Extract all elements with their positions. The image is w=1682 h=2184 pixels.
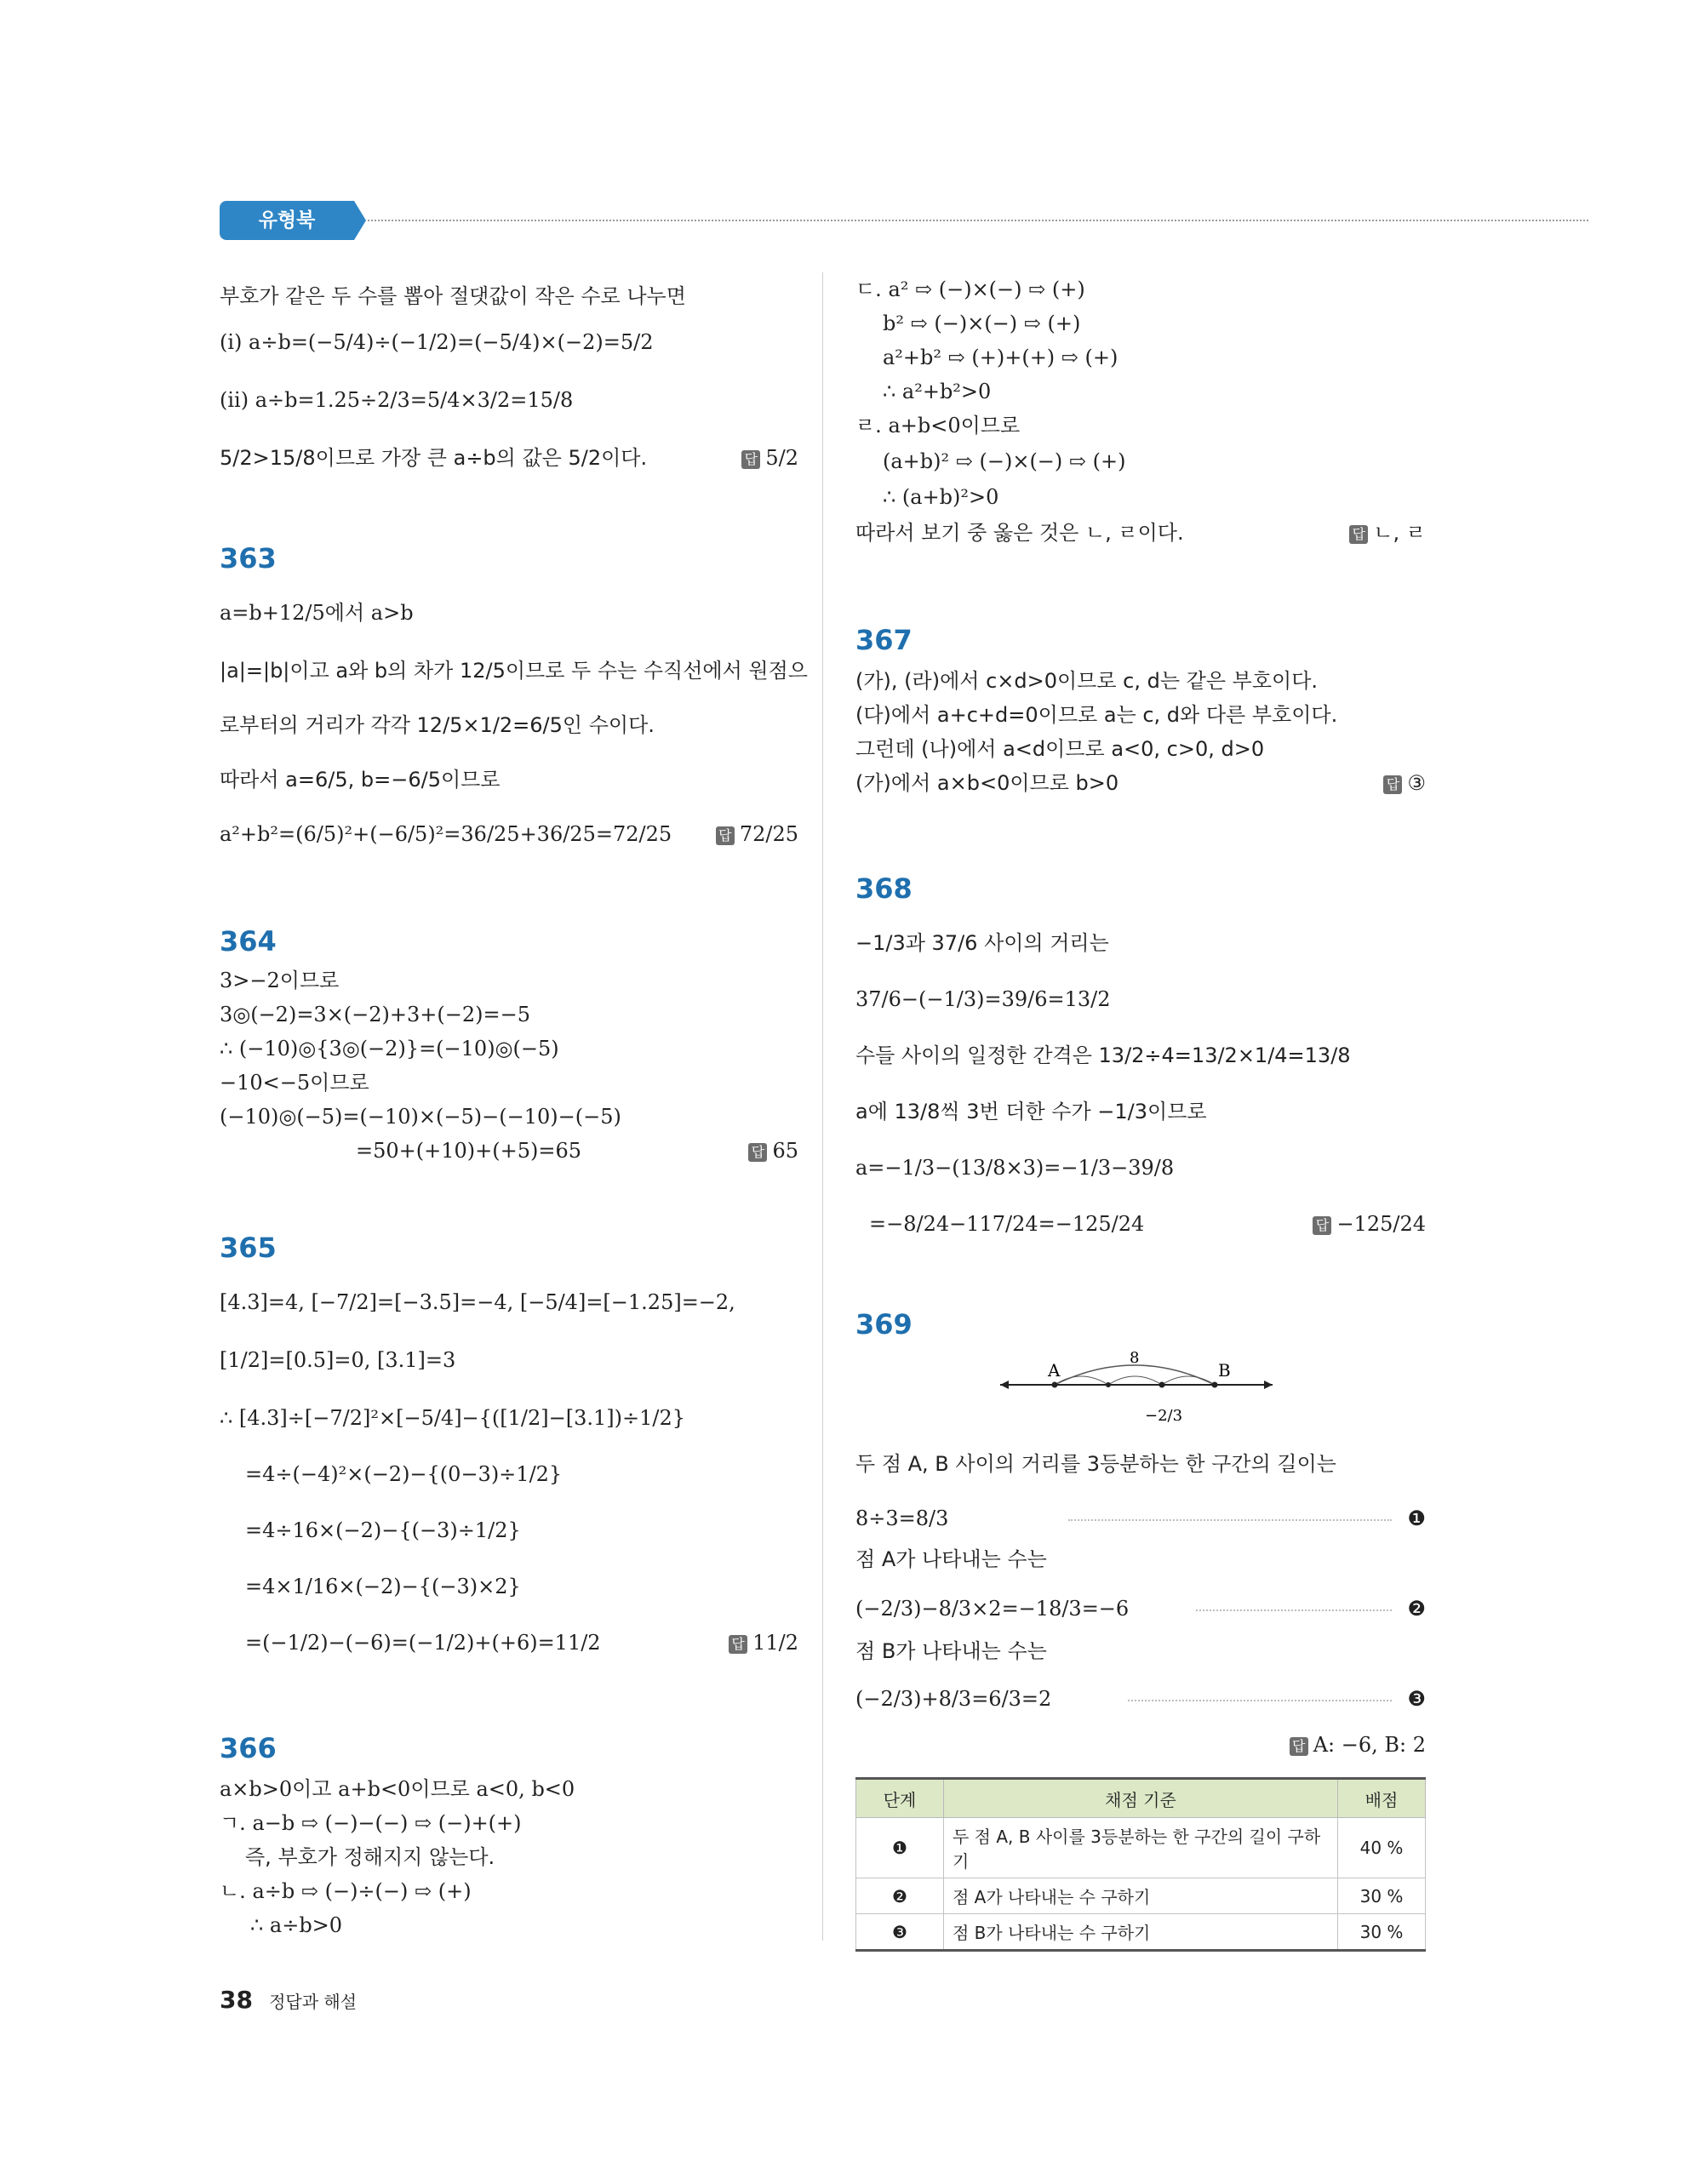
- label-b: B: [1218, 1360, 1231, 1381]
- label-a: A: [1048, 1360, 1061, 1381]
- p362-line4: 5/2>15/8이므로 가장 큰 a÷b의 값은 5/2이다. 답 5/2: [220, 446, 798, 470]
- axis-right-arrow: [1264, 1381, 1273, 1389]
- p367-line1: (가), (라)에서 c×d>0이므로 c, d는 같은 부호이다.: [855, 669, 1319, 693]
- p369-line4: (−2/3)−8/3×2=−18/3=−6 ❷: [855, 1597, 1426, 1621]
- p365-answer: 답 11/2: [729, 1630, 798, 1655]
- problem-369-number: 369: [855, 1308, 913, 1341]
- problem-368-number: 368: [855, 872, 913, 905]
- p368-line4: a에 13/8씩 3번 더한 수가 −1/3이므로: [855, 1100, 1207, 1123]
- p369-line3: 점 A가 나타내는 수는: [855, 1547, 1047, 1571]
- row-criterion: 두 점 A, B 사이를 3등분하는 한 구간의 길이 구하기: [944, 1818, 1338, 1878]
- col-score-header: 배점: [1338, 1779, 1426, 1818]
- p365-line3: ∴ [4.3]÷[−7/2]²×[−5/4]−{([1/2]−[3.1])÷1/2}: [220, 1406, 686, 1430]
- point-b: [1212, 1382, 1218, 1388]
- p366b-line4: ∴ a²+b²>0: [883, 380, 992, 403]
- row-score: 30 %: [1338, 1878, 1426, 1914]
- problem-364-number: 364: [220, 925, 277, 958]
- row-score: 30 %: [1338, 1914, 1426, 1951]
- arc-segment-3: [1162, 1376, 1215, 1385]
- p366b-line3: a²+b² ⇨ (+)+(+) ⇨ (+): [883, 346, 1118, 369]
- p362-line1: 부호가 같은 두 수를 뽑아 절댓값이 작은 수로 나누면: [220, 284, 686, 308]
- p369-line2: 8÷3=8/3 ❶: [855, 1507, 1426, 1530]
- p363-answer: 답 72/25: [716, 821, 798, 847]
- problem-363-number: 363: [220, 542, 277, 575]
- col-criterion-header: 채점 기준: [944, 1779, 1338, 1818]
- problem-365-number: 365: [220, 1232, 277, 1264]
- problem-367-number: 367: [855, 624, 913, 656]
- header-dotted-rule: [368, 220, 1588, 221]
- row-step: ❷: [856, 1878, 944, 1914]
- p363-line5: a²+b²=(6/5)²+(−6/5)²=36/25+36/25=72/25 답 72/25: [220, 822, 798, 846]
- grading-table: [855, 1777, 1426, 1952]
- p363-line1: a=b+12/5에서 a>b: [220, 601, 414, 625]
- p364-answer: 답 65: [748, 1138, 798, 1163]
- p369-line5: 점 B가 나타내는 수는: [855, 1639, 1047, 1663]
- p366-line4: ㄴ. a÷b ⇨ (−)÷(−) ⇨ (+): [220, 1879, 472, 1903]
- section-tab: 유형북: [220, 201, 354, 240]
- p368-line1: −1/3과 37/6 사이의 거리는: [855, 931, 1109, 955]
- answer-badge: 답: [748, 1143, 767, 1162]
- p362-line2: (i) a÷b=(−5/4)÷(−1/2)=(−5/4)×(−2)=5/2: [220, 330, 654, 354]
- axis-left-arrow: [1000, 1381, 1009, 1389]
- step-marker-1: ❶: [1407, 1507, 1426, 1530]
- point-a: [1052, 1382, 1058, 1388]
- p366-answer: 답 ㄴ, ㄹ: [1349, 520, 1426, 546]
- p369-line6: (−2/3)+8/3=6/3=2 ❸: [855, 1687, 1426, 1711]
- p367-line4: (가)에서 a×b<0이므로 b>0 답 ③: [855, 771, 1426, 795]
- p366-line2: ㄱ. a−b ⇨ (−)−(−) ⇨ (−)+(+): [220, 1811, 522, 1835]
- p366b-line8: 따라서 보기 중 옳은 것은 ㄴ, ㄹ이다. 답 ㄴ, ㄹ: [855, 521, 1426, 545]
- p365-line5: =4÷16×(−2)−{(−3)÷1/2}: [245, 1518, 521, 1542]
- p369-line1: 두 점 A, B 사이의 거리를 3등분하는 한 구간의 길이는: [855, 1452, 1336, 1476]
- dotted-leader-1: [1068, 1519, 1392, 1521]
- p369-answer: 답 A: −6, B: 2: [1290, 1732, 1426, 1758]
- p368-line2: 37/6−(−1/3)=39/6=13/2: [855, 987, 1111, 1011]
- page-number: 38: [220, 1986, 253, 2014]
- grading-table-header: [856, 1779, 1426, 1818]
- row-step: ❶: [856, 1818, 944, 1878]
- label-minus-two-thirds: −2/3: [1145, 1407, 1183, 1425]
- p366b-line2: b² ⇨ (−)×(−) ⇨ (+): [883, 312, 1081, 335]
- table-row: [856, 1818, 1426, 1878]
- label-8: 8: [1130, 1351, 1140, 1367]
- dotted-leader-2: [1196, 1609, 1392, 1611]
- p365-line7: =(−1/2)−(−6)=(−1/2)+(+6)=11/2 답 11/2: [245, 1631, 798, 1655]
- arc-ab: [1055, 1365, 1215, 1385]
- p367-line2: (다)에서 a+c+d=0이므로 a는 c, d와 다른 부호이다.: [855, 703, 1338, 727]
- answer-badge: 답: [1313, 1216, 1331, 1235]
- p364-line3: ∴ (−10)◎{3◎(−2)}=(−10)◎(−5): [220, 1037, 559, 1061]
- p365-line1: [4.3]=4, [−7/2]=[−3.5]=−4, [−5/4]=[−1.25]=−2,: [220, 1290, 735, 1314]
- p363-line4: 따라서 a=6/5, b=−6/5이므로: [220, 768, 501, 792]
- p362-line3: (ii) a÷b=1.25÷2/3=5/4×3/2=15/8: [220, 388, 574, 412]
- answer-badge: 답: [716, 826, 735, 845]
- p366b-line6: (a+b)² ⇨ (−)×(−) ⇨ (+): [883, 449, 1126, 473]
- row-criterion: 점 B가 나타내는 수 구하기: [944, 1914, 1338, 1951]
- p365-line4: =4÷(−4)²×(−2)−{(0−3)÷1/2}: [245, 1462, 563, 1486]
- p368-answer: 답 −125/24: [1313, 1211, 1426, 1237]
- footer-title: 정답과 해설: [269, 1992, 358, 2012]
- p364-line2: 3◎(−2)=3×(−2)+3+(−2)=−5: [220, 1003, 530, 1026]
- page-footer: [220, 1986, 357, 2014]
- column-divider: [822, 272, 823, 1941]
- p366-line5: ∴ a÷b>0: [250, 1913, 343, 1937]
- p368-line6: =−8/24−117/24=−125/24 답 −125/24: [869, 1212, 1426, 1236]
- answer-badge: 답: [1383, 775, 1402, 794]
- p366b-line7: ∴ (a+b)²>0: [883, 485, 999, 509]
- p368-line5: a=−1/3−(13/8×3)=−1/3−39/8: [855, 1156, 1175, 1180]
- p364-line5: (−10)◎(−5)=(−10)×(−5)−(−10)−(−5): [220, 1105, 621, 1129]
- col-step-header: 단계: [856, 1779, 944, 1818]
- p365-line6: =4×1/16×(−2)−{(−3)×2}: [245, 1575, 521, 1598]
- point-minus-two-thirds: [1159, 1382, 1165, 1388]
- p368-line3: 수들 사이의 일정한 간격은 13/2÷4=13/2×1/4=13/8: [855, 1043, 1351, 1067]
- answer-badge: 답: [1290, 1737, 1308, 1756]
- p366-line1: a×b>0이고 a+b<0이므로 a<0, b<0: [220, 1777, 575, 1801]
- p366b-line5: ㄹ. a+b<0이므로: [855, 414, 1021, 437]
- p367-line3: 그런데 (나)에서 a<d이므로 a<0, c>0, d>0: [855, 737, 1265, 761]
- p366b-line1: ㄷ. a² ⇨ (−)×(−) ⇨ (+): [855, 277, 1085, 301]
- number-line-figure: [1000, 1351, 1290, 1436]
- p367-answer: 답 ③: [1383, 770, 1426, 796]
- table-row: [856, 1914, 1426, 1951]
- p364-line4: −10<−5이므로: [220, 1071, 369, 1095]
- p363-line2: |a|=|b|이고 a와 b의 차가 12/5이므로 두 수는 수직선에서 원점으: [220, 659, 808, 683]
- dotted-leader-3: [1128, 1700, 1392, 1701]
- answer-badge: 답: [1349, 525, 1368, 544]
- p366-line3: 즉, 부호가 정해지지 않는다.: [245, 1845, 495, 1869]
- point-mid1: [1106, 1382, 1111, 1387]
- step-marker-3: ❸: [1407, 1687, 1426, 1711]
- table-row: [856, 1878, 1426, 1914]
- p365-line2: [1/2]=[0.5]=0, [3.1]=3: [220, 1348, 456, 1372]
- problem-366-number: 366: [220, 1732, 277, 1764]
- answer-badge: 답: [729, 1635, 747, 1654]
- answer-badge: 답: [741, 450, 760, 469]
- row-score: 40 %: [1338, 1818, 1426, 1878]
- arc-segment-2: [1108, 1376, 1162, 1385]
- arc-segment-1: [1055, 1376, 1108, 1385]
- p364-line6: =50+(+10)+(+5)=65 답 65: [356, 1139, 798, 1163]
- p363-line3: 로부터의 거리가 각각 12/5×1/2=6/5인 수이다.: [220, 713, 655, 737]
- row-step: ❸: [856, 1914, 944, 1951]
- p364-line1: 3>−2이므로: [220, 969, 340, 992]
- step-marker-2: ❷: [1407, 1597, 1426, 1621]
- p362-answer: 답 5/2: [741, 445, 798, 471]
- row-criterion: 점 A가 나타내는 수 구하기: [944, 1878, 1338, 1914]
